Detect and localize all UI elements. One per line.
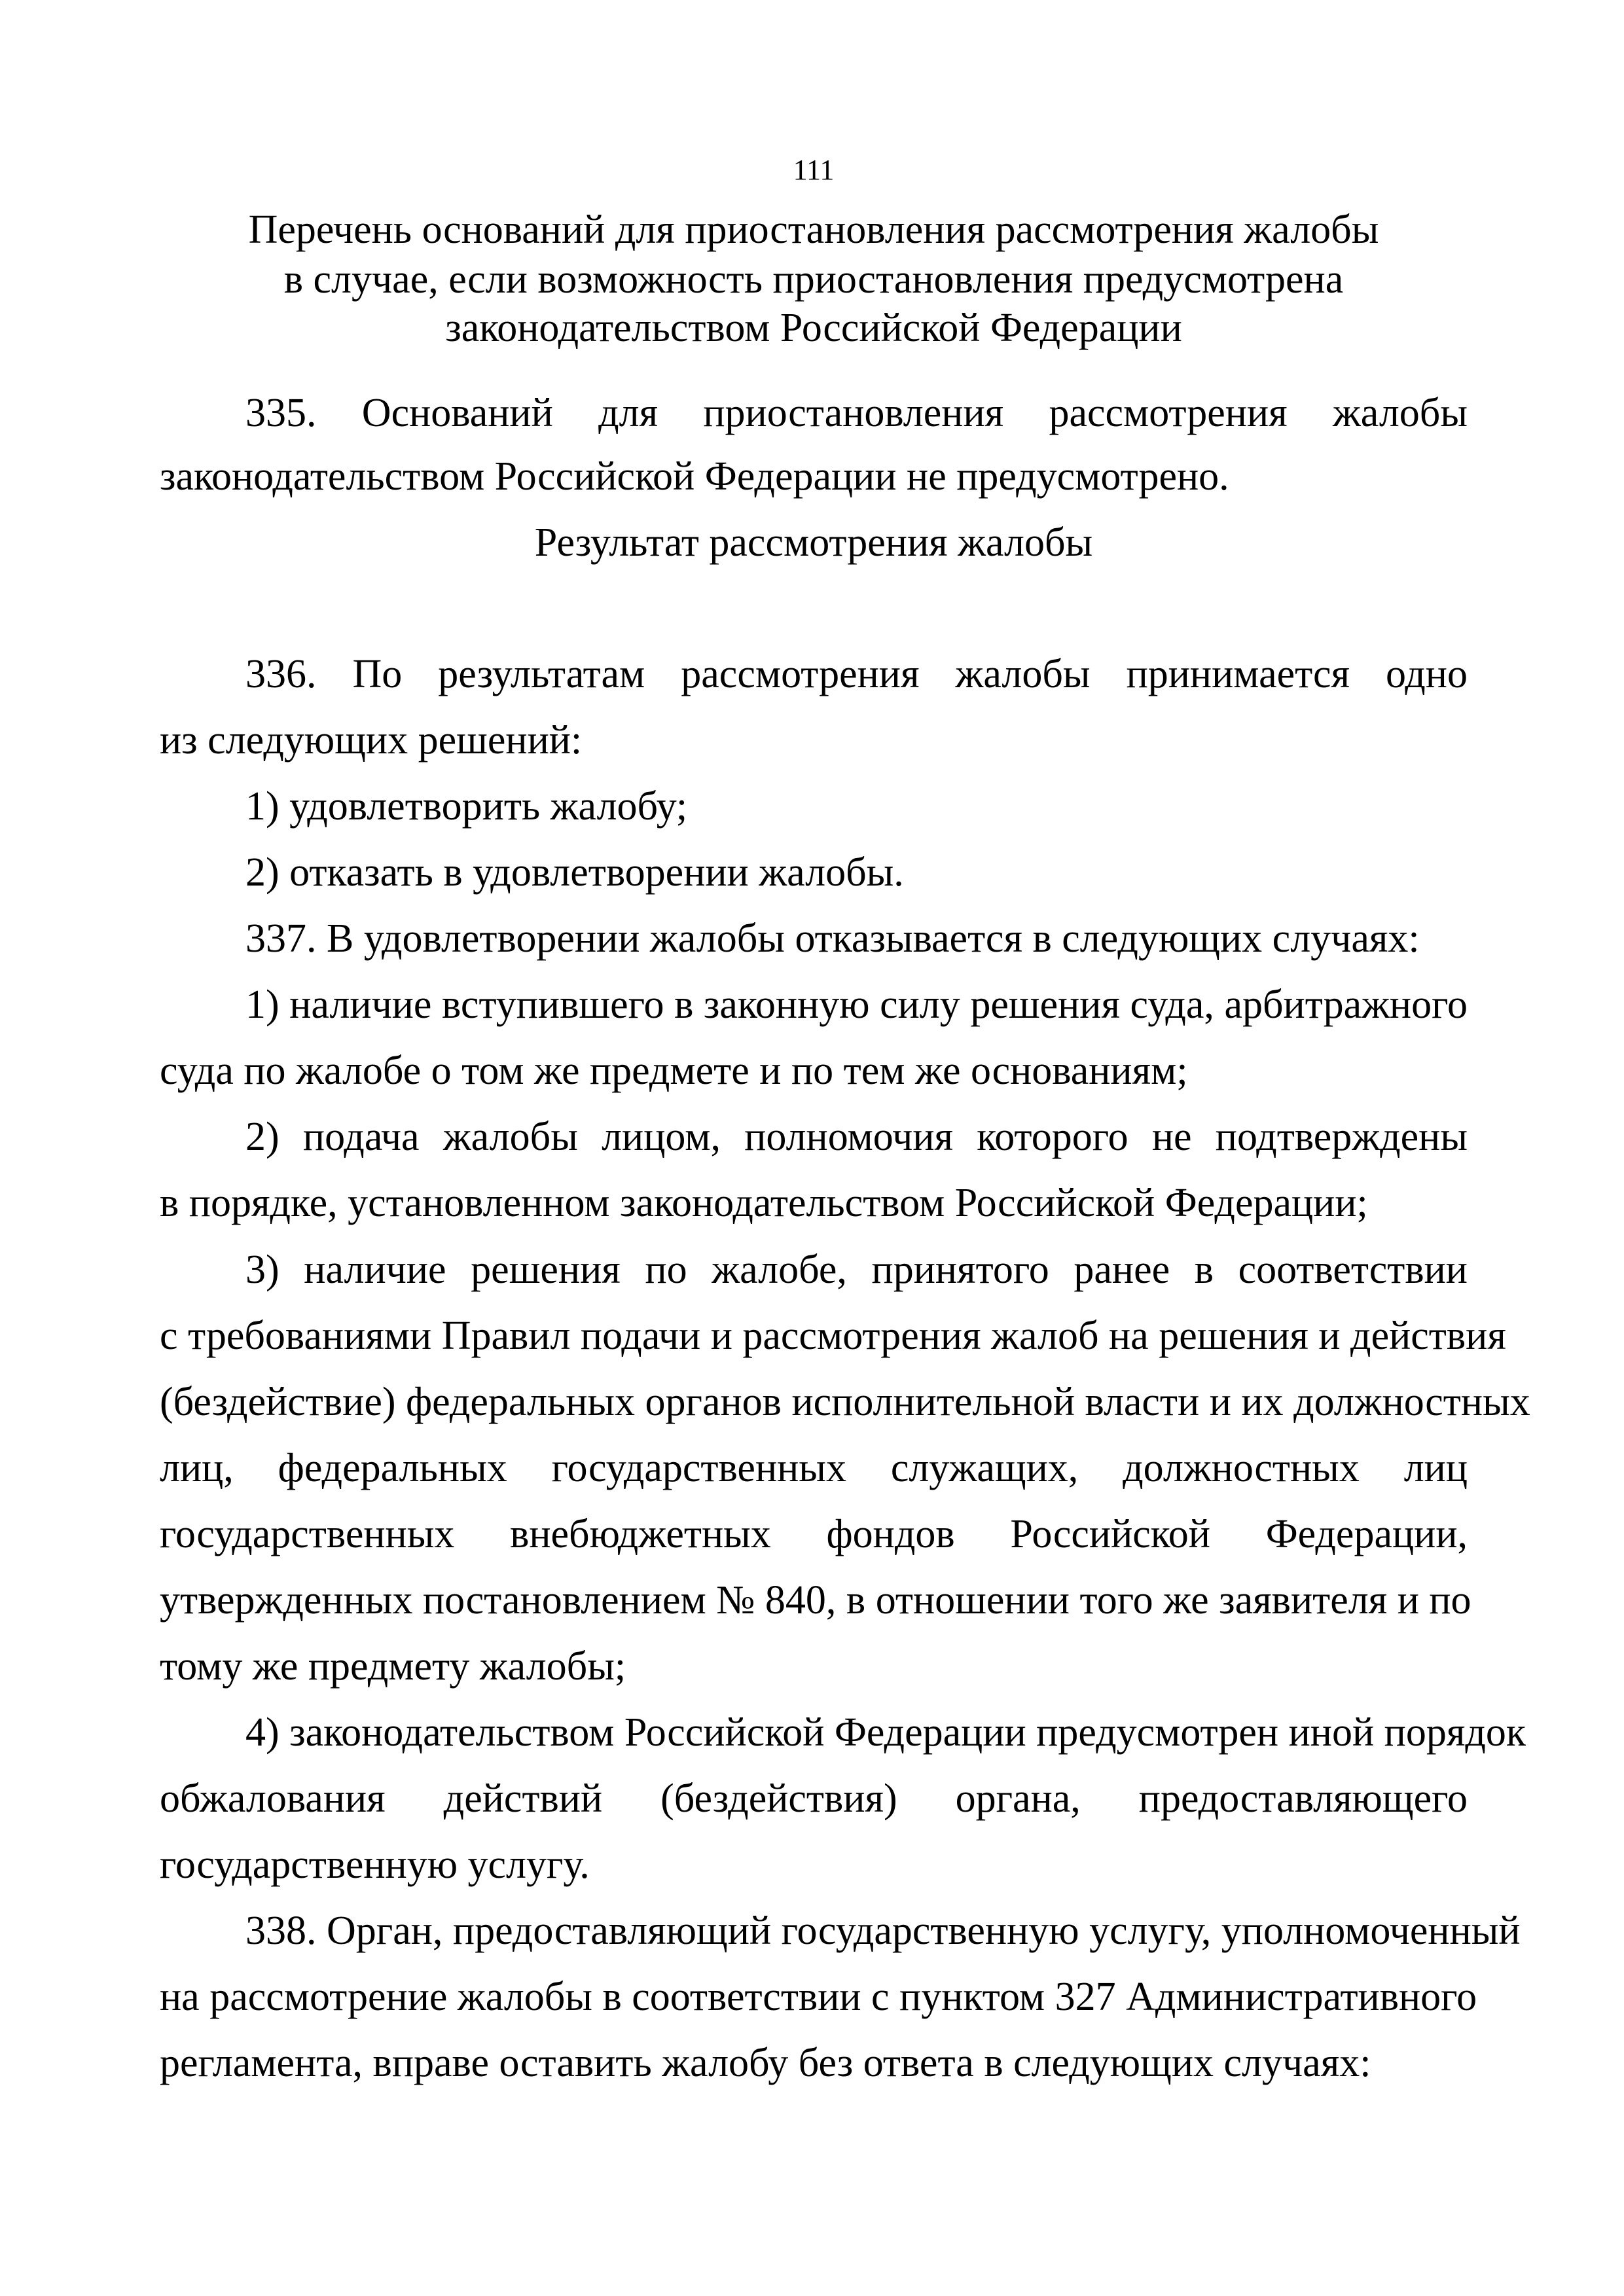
paragraph-336-line-1: 336. По результатам рассмотрения жалобы принимается одно <box>245 652 1468 696</box>
paragraph-337-3-line-7: тому же предмету жалобы; <box>160 1644 626 1689</box>
heading-result: Результат рассмотрения жалобы <box>534 520 1093 565</box>
heading-suspension-line-2: в случае, если возможность приостановления предусмотрена <box>283 257 1344 302</box>
heading-suspension-line-1: Перечень оснований для приостановления рассмотрения жалобы <box>248 207 1379 252</box>
list-item-336-1: 1) удовлетворить жалобу; <box>245 784 688 829</box>
paragraph-337-4-line-1: 4) законодательством Российской Федерации предусмотрен иной порядок <box>245 1710 1526 1755</box>
paragraph-337-3-line-3: (бездействие) федеральных органов исполнительной власти и их должностных <box>160 1380 1530 1424</box>
list-item-336-2: 2) отказать в удовлетворении жалобы. <box>245 850 904 895</box>
heading-suspension-line-3: законодательством Российской Федерации <box>445 306 1182 350</box>
paragraph-337-3-line-2: с требованиями Правил подачи и рассмотрения жалоб на решения и действия <box>160 1314 1506 1358</box>
paragraph-338-line-3: регламента, вправе оставить жалобу без ответа в следующих случаях: <box>160 2041 1371 2085</box>
paragraph-337: 337. В удовлетворении жалобы отказывается в следующих случаях: <box>245 916 1420 961</box>
paragraph-337-4-line-3: государственную услугу. <box>160 1842 590 1887</box>
page-number: 111 <box>793 154 835 186</box>
paragraph-337-4-line-2: обжалования действий (бездействия) органа, предоставляющего <box>160 1776 1468 1821</box>
paragraph-338-line-2: на рассмотрение жалобы в соответствии с пунктом 327 Административного <box>160 1975 1477 2019</box>
paragraph-337-1-line-1: 1) наличие вступившего в законную силу решения суда, арбитражного <box>245 982 1468 1027</box>
paragraph-337-2-line-2: в порядке, установленном законодательством Российской Федерации; <box>160 1181 1368 1225</box>
paragraph-336-line-2: из следующих решений: <box>160 718 583 762</box>
paragraph-338-line-1: 338. Орган, предоставляющий государственную услугу, уполномоченный <box>245 1909 1521 1953</box>
paragraph-337-2-line-1: 2) подача жалобы лицом, полномочия которого не подтверждены <box>245 1115 1468 1159</box>
paragraph-337-3-line-6: утвержденных постановлением № 840, в отношении того же заявителя и по <box>160 1578 1471 1623</box>
paragraph-337-3-line-4: лиц, федеральных государственных служащих, должностных лиц <box>160 1446 1468 1490</box>
paragraph-335-line-2: законодательством Российской Федерации не предусмотрено. <box>160 454 1229 499</box>
paragraph-337-3-line-5: государственных внебюджетных фондов Российской Федерации, <box>160 1512 1468 1556</box>
paragraph-335-line-1: 335. Оснований для приостановления рассмотрения жалобы <box>245 391 1468 435</box>
paragraph-337-3-line-1: 3) наличие решения по жалобе, принятого ранее в соответствии <box>245 1247 1468 1292</box>
paragraph-337-1-line-2: суда по жалобе о том же предмете и по тем же основаниям; <box>160 1049 1188 1093</box>
